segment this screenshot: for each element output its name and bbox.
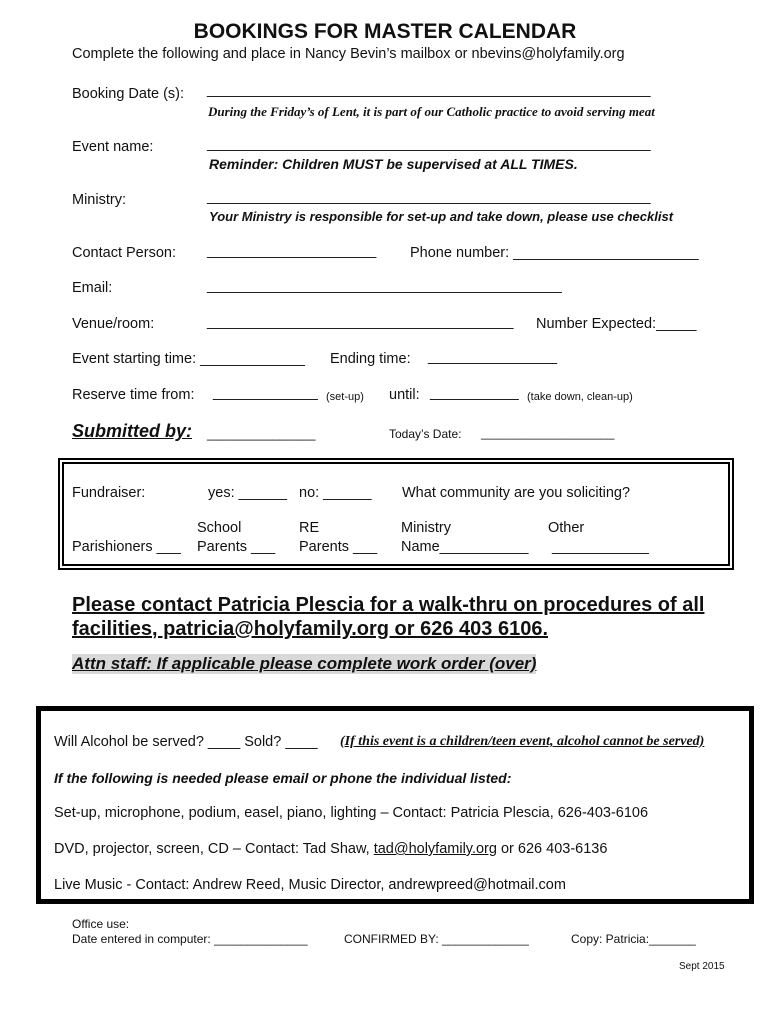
page-subtitle: Complete the following and place in Nancy Bevin’s mailbox or nbevins@holyfamily.org [72,46,625,62]
music-contact: Live Music - Contact: Andrew Reed, Music Director, andrewpreed@hotmail.com [54,877,566,893]
venue-label: Venue/room: [72,316,155,332]
dvd-contact [54,841,607,857]
fundraiser-no-field[interactable]: no: ______ [299,485,372,501]
todays-date-label: Today’s Date: [389,427,462,441]
confirmed-by-field[interactable]: CONFIRMED BY: _____________ [344,932,529,946]
re-label: RE [299,520,320,536]
ending-time-field[interactable]: ________________ [428,349,558,365]
fundraiser-yes-field[interactable]: yes: ______ [208,485,288,501]
setup-note: (set-up) [326,391,364,403]
contact-person-label: Contact Person: [72,245,176,261]
ministry-label: Ministry: [72,192,126,208]
ministry-note: Your Ministry is responsible for set-up and take down, please use checklist [209,209,674,224]
dvd-contact-phone: or 626 403-6136 [500,841,608,857]
walkthru-notice-line2: facilities, patricia@holyfamily.org or 626 403 6106. [72,618,549,640]
email-label: Email: [72,280,113,296]
tad-email-link[interactable]: tad@holyfamily.org [373,841,497,857]
reserve-time-label: Reserve time from: [72,387,195,403]
alcohol-question[interactable]: Will Alcohol be served? ____ Sold? ____ [54,734,318,750]
contact-person-field[interactable]: _____________________ [207,243,377,259]
ministry-name-field[interactable]: Name___________ [401,539,529,555]
community-question: What community are you soliciting? [402,485,631,501]
date-entered-field[interactable]: Date entered in computer: ______________ [72,932,308,946]
attn-staff-note: Attn staff: If applicable please complete work order (over) [72,654,537,673]
start-time-field[interactable]: Event starting time: _____________ [72,351,305,367]
booking-date-label: Booking Date (s): [72,86,185,102]
ministry-option-label: Ministry [401,520,451,536]
until-label: until: [389,387,420,403]
takedown-note: (take down, clean-up) [527,391,633,403]
event-name-field[interactable]: _______________________________________________________ [207,136,651,152]
copy-patricia-field[interactable]: Copy: Patricia:_______ [571,932,696,946]
school-label: School [197,520,242,536]
footer-date: Sept 2015 [679,961,725,972]
until-field[interactable]: ___________ [430,385,519,401]
re-parents-field[interactable]: Parents ___ [299,539,378,555]
dvd-contact-text: DVD, projector, screen, CD – Contact: Tad Shaw, [54,841,370,857]
children-reminder: Reminder: Children MUST be supervised at ALL TIMES. [209,156,578,172]
ending-time-label: Ending time: [330,351,411,367]
email-field[interactable]: ____________________________________________ [207,278,562,294]
submitted-by-label: Submitted by: [72,421,192,441]
ministry-field[interactable]: _______________________________________________________ [207,189,651,205]
alcohol-note: (If this event is a children/teen event, alcohol cannot be served) [340,734,705,749]
page-title: BOOKINGS FOR MASTER CALENDAR [193,20,577,43]
venue-field[interactable]: ______________________________________ [207,314,514,330]
walkthru-notice-line1: Please contact Patricia Plescia for a walk-thru on procedures of all [72,594,705,616]
school-parents-field[interactable]: Parents ___ [197,539,276,555]
contact-instruction: If the following is needed please email or phone the individual listed: [54,770,512,786]
event-name-label: Event name: [72,139,154,155]
phone-number-field[interactable]: Phone number: _______________________ [410,245,699,261]
parishioners-field[interactable]: Parishioners ___ [72,539,181,555]
other-field[interactable]: ____________ [552,539,649,555]
lent-note: During the Friday’s of Lent, it is part of our Catholic practice to avoid serving meat [208,104,655,119]
setup-contact: Set-up, microphone, podium, easel, piano, lighting – Contact: Patricia Plescia, 626-403-6106 [54,805,649,821]
reserve-time-field[interactable]: _____________ [213,385,318,401]
number-expected-field[interactable]: Number Expected:_____ [536,316,697,332]
booking-date-field[interactable]: _______________________________________________________ [207,82,651,98]
other-label: Other [548,520,585,536]
fundraiser-label: Fundraiser: [72,485,146,501]
office-use-label: Office use: [72,917,130,931]
submitted-by-field[interactable]: _______________ [207,426,316,441]
todays-date-field[interactable]: ____________________ [481,426,615,440]
